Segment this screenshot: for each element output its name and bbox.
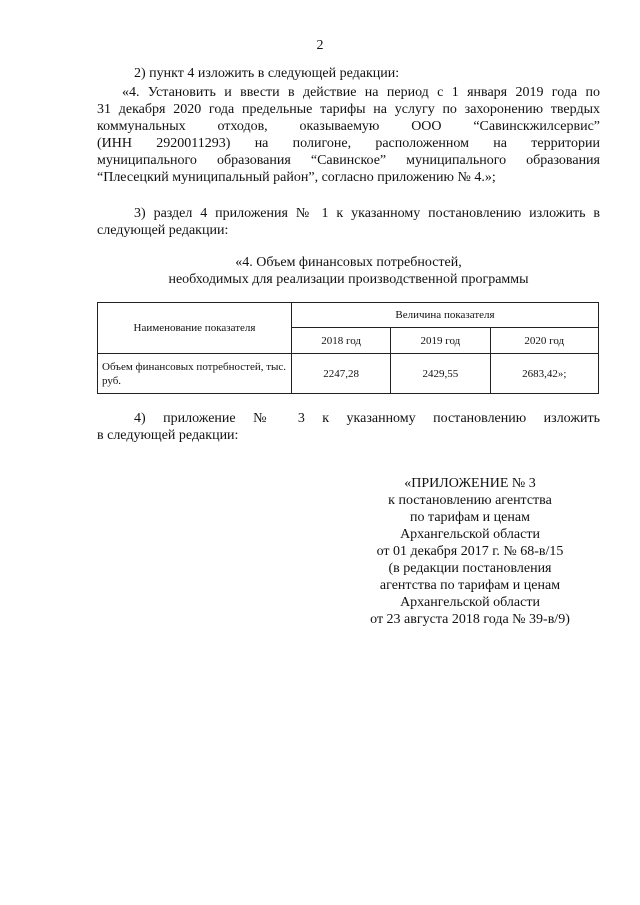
page-number: 2	[316, 38, 324, 53]
item-2-line: муниципального образования “Савинское” муниципального образования	[97, 153, 600, 168]
table-row-label: Объем финансовых потребностей, тыс. руб.	[98, 354, 292, 394]
appendix-block	[340, 475, 600, 628]
appendix-line: (в редакции постановления	[388, 561, 552, 576]
section-title: «4. Объем финансовых потребностей,	[235, 255, 462, 270]
appendix-line: агентства по тарифам и ценам	[379, 578, 561, 593]
appendix-line: «ПРИЛОЖЕНИЕ № 3	[404, 476, 536, 491]
item-4-line: 4) приложение № 3 к указанному постановлению изложить	[134, 411, 600, 426]
financial-needs-table	[97, 302, 599, 394]
table-header-value: Величина показателя	[292, 303, 599, 328]
item-2-line: «4. Установить и ввести в действие на период с 1 января 2019 года по	[122, 85, 600, 100]
table-year-header: 2018 год	[292, 328, 391, 354]
section-title: необходимых для реализации производственной программы	[168, 272, 529, 287]
item-2-line: коммунальных отходов, оказываемую ООО “Савинскжилсервис”	[97, 119, 600, 134]
appendix-line: от 23 августа 2018 года № 39-в/9)	[370, 612, 570, 627]
item-2-line: (ИНН 2920011293) на полигоне, расположенном на территории	[97, 136, 600, 151]
item-2-intro: 2) пункт 4 изложить в следующей редакции:	[134, 66, 400, 81]
table-cell: 2683,42»;	[490, 354, 599, 394]
item-4-line: в следующей редакции:	[97, 428, 239, 443]
item-2-line: 31 декабря 2020 года предельные тарифы на услугу по захоронению твердых	[97, 102, 600, 117]
appendix-line: от 01 декабря 2017 г. № 68-в/15	[376, 544, 564, 559]
item-3-line: следующей редакции:	[97, 223, 229, 238]
item-2-line: “Плесецкий муниципальный район”, согласно приложению № 4.»;	[97, 170, 496, 185]
table-header-name: Наименование показателя	[98, 303, 292, 354]
table-year-header: 2020 год	[490, 328, 599, 354]
table-cell: 2247,28	[292, 354, 391, 394]
item-3-line: 3) раздел 4 приложения № 1 к указанному постановлению изложить в	[134, 206, 600, 221]
appendix-line: к постановлению агентства	[388, 493, 552, 508]
table-cell: 2429,55	[391, 354, 490, 394]
appendix-line: по тарифам и ценам	[410, 510, 530, 525]
table-year-header: 2019 год	[391, 328, 490, 354]
appendix-line: Архангельской области	[400, 595, 540, 610]
appendix-line: Архангельской области	[400, 527, 540, 542]
